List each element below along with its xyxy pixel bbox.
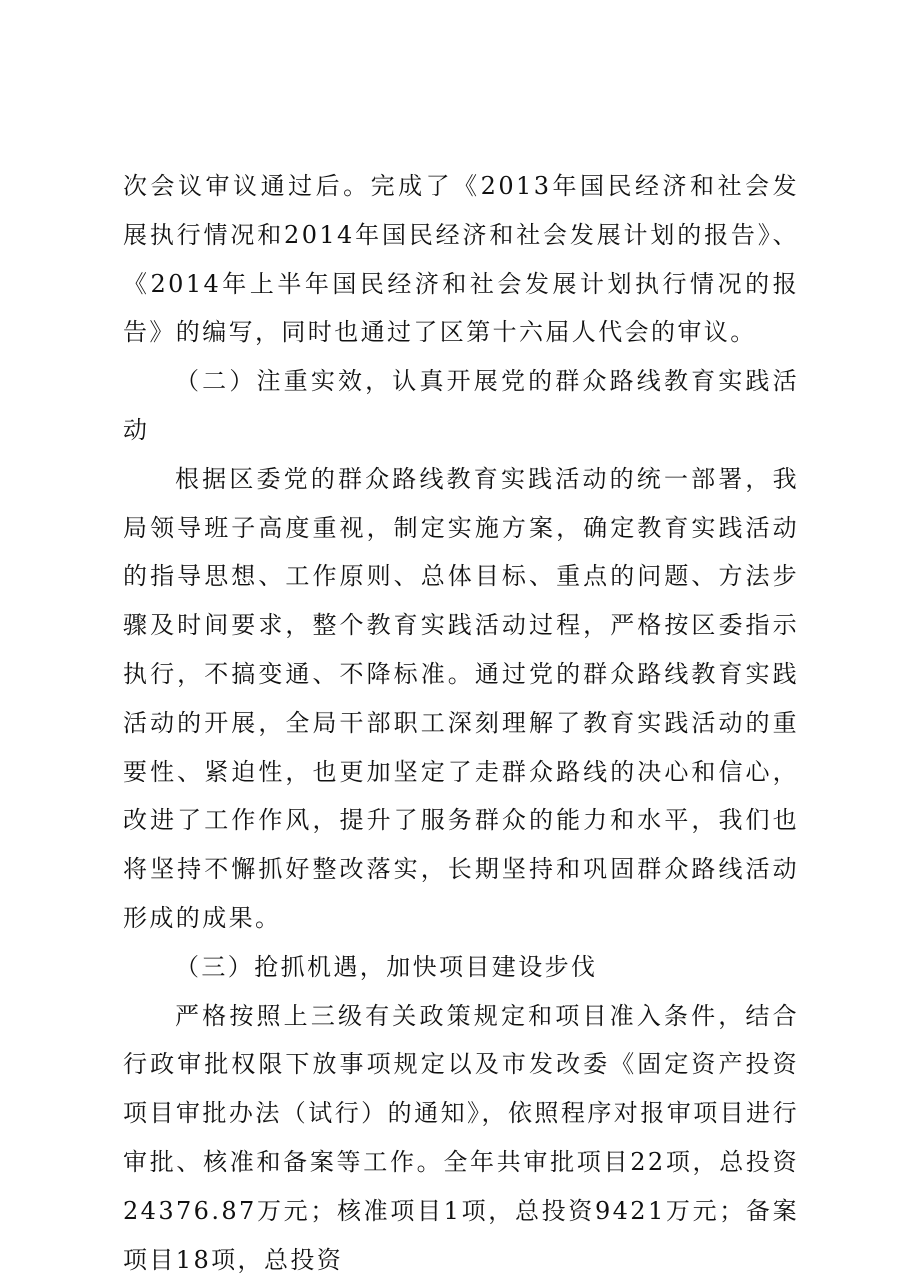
paragraph-mass-line-education: 根据区委党的群众路线教育实践活动的统一部署，我局领导班子高度重视，制定实施方案，确定教育实践活动的指导思想、工作原则、总体目标、重点的问题、方法步骤及时间要求，整个教育实践活动过程，严格按区委指示执行，不搞变通、不降标准。通过党的群众路线教育实践活动的开展，全局干部职工深刻理解了教育实践活动的重要性、紧迫性，也更加坚定了走群众路线的决心和信心，改进了工作作风，提升了服务群众的能力和水平，我们也将坚持不懈抓好整改落实，长期坚持和巩固群众路线活动形成的成果。 [123, 464, 799, 932]
section-heading-3: （三）抢抓机遇，加快项目建设步伐 [175, 952, 598, 981]
paragraph-continuation: 次会议审议通过后。完成了《2013年国民经济和社会发展执行情况和2014年国民经济和社会发展计划的报告》、《2014年上半年国民经济和社会发展计划执行情况的报告》的编写，同时也通过了区第十六届人代会的审议。 [123, 172, 799, 347]
section-heading-2: （二）注重实效，认真开展党的群众路线教育实践活动 [123, 367, 799, 444]
document-body [123, 162, 799, 1284]
paragraph-project-approval: 严格按照上三级有关政策规定和项目准入条件，结合行政审批权限下放事项规定以及市发改委《固定资产投资项目审批办法（试行）的通知》，依照程序对报审项目进行审批、核准和备案等工作。全年共审批项目22项，总投资24376.87万元；核准项目1项，总投资9421万元；备案项目18项，总投资 [123, 1001, 799, 1274]
